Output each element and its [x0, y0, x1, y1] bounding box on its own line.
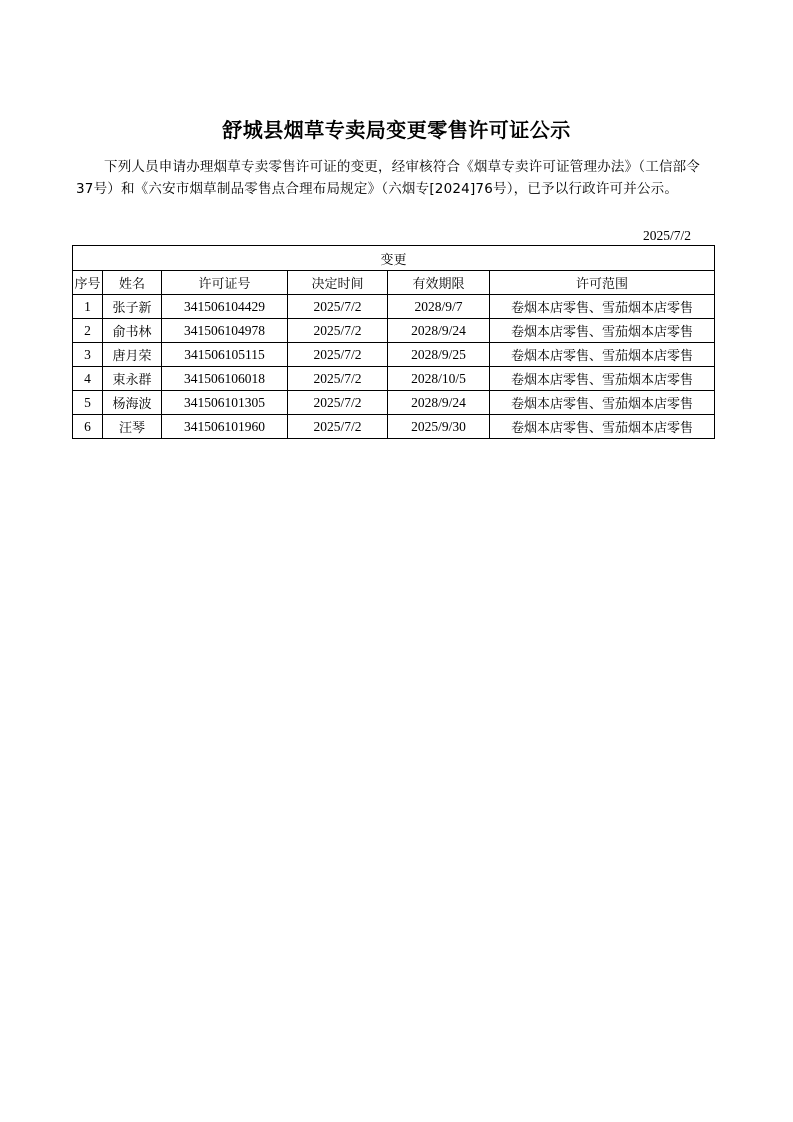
cell-license: 341506106018: [162, 367, 288, 391]
cell-decision-date: 2025/7/2: [288, 391, 388, 415]
notice-date: 2025/7/2: [642, 228, 691, 243]
cell-valid-until: 2028/9/24: [388, 391, 490, 415]
column-header-valid-until: 有效期限: [388, 271, 490, 295]
cell-scope: 卷烟本店零售、雪茄烟本店零售: [490, 367, 715, 391]
cell-scope: 卷烟本店零售、雪茄烟本店零售: [490, 319, 715, 343]
column-header-name: 姓名: [103, 271, 162, 295]
table-row: [73, 343, 715, 367]
cell-name: 束永群: [103, 367, 162, 391]
cell-valid-until: 2028/9/7: [388, 295, 490, 319]
cell-name: 唐月荣: [103, 343, 162, 367]
cell-seq: 1: [73, 295, 103, 319]
cell-decision-date: 2025/7/2: [288, 295, 388, 319]
column-header-license: 许可证号: [162, 271, 288, 295]
cell-name: 杨海波: [103, 391, 162, 415]
cell-license: 341506105115: [162, 343, 288, 367]
cell-valid-until: 2028/9/24: [388, 319, 490, 343]
intro-paragraph: 下列人员申请办理烟草专卖零售许可证的变更，经审核符合《烟草专卖许可证管理办法》（工信部令37号）和《六安市烟草制品零售点合理布局规定》（六烟专[2024]76号），已予以行政许可并公示。: [76, 159, 701, 197]
cell-name: 俞书林: [103, 319, 162, 343]
column-header-scope: 许可范围: [490, 271, 715, 295]
group-header-change: 变更: [73, 246, 715, 271]
table-row: [73, 319, 715, 343]
cell-valid-until: 2025/9/30: [388, 415, 490, 439]
table-row: [73, 295, 715, 319]
cell-seq: 4: [73, 367, 103, 391]
cell-seq: 5: [73, 391, 103, 415]
cell-seq: 2: [73, 319, 103, 343]
cell-scope: 卷烟本店零售、雪茄烟本店零售: [490, 343, 715, 367]
document-title: 舒城县烟草专卖局变更零售许可证公示: [222, 118, 571, 142]
column-header-seq: 序号: [73, 271, 103, 295]
cell-scope: 卷烟本店零售、雪茄烟本店零售: [490, 391, 715, 415]
cell-scope: 卷烟本店零售、雪茄烟本店零售: [490, 415, 715, 439]
table-row: [73, 391, 715, 415]
cell-valid-until: 2028/9/25: [388, 343, 490, 367]
license-change-table: [72, 245, 715, 439]
table-row: [73, 415, 715, 439]
cell-seq: 6: [73, 415, 103, 439]
cell-valid-until: 2028/10/5: [388, 367, 490, 391]
cell-name: 汪琴: [103, 415, 162, 439]
cell-name: 张子新: [103, 295, 162, 319]
cell-decision-date: 2025/7/2: [288, 367, 388, 391]
cell-scope: 卷烟本店零售、雪茄烟本店零售: [490, 295, 715, 319]
cell-license: 341506104429: [162, 295, 288, 319]
cell-license: 341506101960: [162, 415, 288, 439]
cell-seq: 3: [73, 343, 103, 367]
column-header-decision-date: 决定时间: [288, 271, 388, 295]
cell-decision-date: 2025/7/2: [288, 415, 388, 439]
table-row: [73, 367, 715, 391]
cell-decision-date: 2025/7/2: [288, 343, 388, 367]
cell-license: 341506101305: [162, 391, 288, 415]
cell-decision-date: 2025/7/2: [288, 319, 388, 343]
cell-license: 341506104978: [162, 319, 288, 343]
